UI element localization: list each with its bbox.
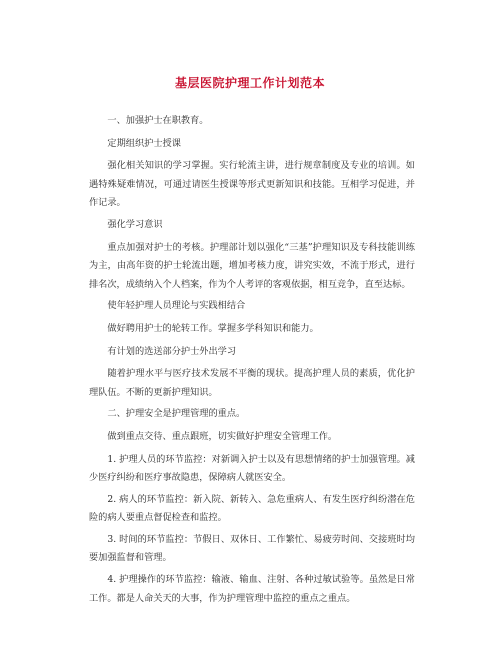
document-title: 基层医院护理工作计划范本 <box>174 76 325 90</box>
paragraph: 做到重点交待、重点跟班，切实做好护理安全管理工作。 <box>107 430 338 442</box>
list-item: 2. 病人的环节监控：新入院、新转入、急危重病人、有发生医疗纠纷潜在危险的病人要重点督促检查和监控。 <box>89 493 415 524</box>
list-item: 4. 护理操作的环节监控：输液、输血、注射、各种过敏试验等。虽然是日常工作。都是人命关天的大事，作为护理管理中监控的重点之重点。 <box>89 574 415 604</box>
paragraph-subheading: 使年轻护理人员理论与实践相结合 <box>107 300 246 312</box>
list-item: 3. 时间的环节监控：节假日、双休日、工作繁忙、易疲劳时间、交接班时均要加强监督和管理。 <box>89 533 415 564</box>
document-body <box>89 112 415 611</box>
section-heading-1: 一、加强护士在职教育。 <box>107 115 209 126</box>
paragraph-subheading: 定期组织护士授课 <box>107 137 181 149</box>
paragraph: 强化相关知识的学习掌握。实行轮流主讲，进行规章制度及专业的培训。如遇特殊疑难情况，可通过请医生授课等形式更新知识和技能。互相学习促进，并作记录。 <box>89 160 415 209</box>
paragraph: 随着护理水平与医疗技术发展不平衡的现状。提高护理人员的素质，优化护理队伍。不断的更新护理知识。 <box>89 368 415 398</box>
paragraph-subheading: 强化学习意识 <box>107 218 163 230</box>
list-item: 1. 护理人员的环节监控：对新调入护士以及有思想情绪的护士加强管理。减少医疗纠纷和医疗事故隐患，保障病人就医安全。 <box>89 453 415 484</box>
section-heading-2: 二、护理安全是护理管理的重点。 <box>107 408 246 420</box>
paragraph: 重点加强对护士的考核。护理部计划以强化“三基”护理知识及专科技能训练为主，由高年资的护士轮流出题，增加考核力度，讲究实效，不流于形式，进行排名次，成绩纳入个人档案，作为个人考评的客观依据，相互竞争，直至达标。 <box>89 241 415 290</box>
paragraph-subheading: 有计划的选送部分护士外出学习 <box>107 345 237 357</box>
paragraph: 做好聘用护士的轮转工作。掌握多学科知识和能力。 <box>107 322 319 334</box>
